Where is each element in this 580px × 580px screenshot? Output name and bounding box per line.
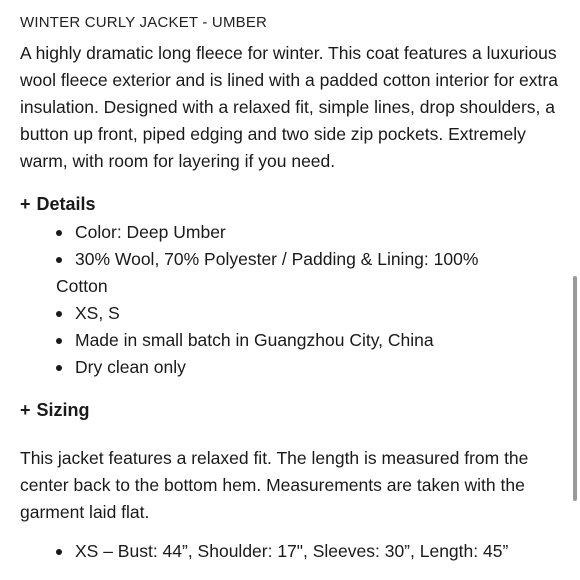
detail-care: Dry clean only	[75, 357, 186, 377]
detail-material: 30% Wool, 70% Polyester / Padding & Lining: 100%	[75, 249, 479, 269]
details-toggle[interactable]	[20, 191, 568, 217]
detail-material-continuation: Cotton	[56, 276, 108, 296]
detail-origin: Made in small batch in Guangzhou City, China	[75, 330, 434, 350]
list-item	[75, 327, 568, 354]
product-title: WINTER CURLY JACKET - UMBER	[20, 14, 268, 31]
size-xs-measurements: XS – Bust: 44”, Shoulder: 17", Sleeves: 30”, Length: 45”	[75, 541, 509, 561]
bullet-icon	[56, 230, 62, 236]
product-content	[20, 12, 568, 565]
list-item	[75, 538, 568, 565]
sizes-list	[20, 538, 568, 565]
list-item	[75, 354, 568, 381]
list-item	[75, 219, 568, 246]
plus-icon: +	[20, 194, 31, 214]
list-item	[56, 246, 568, 300]
bullet-icon	[56, 549, 62, 555]
details-list	[20, 219, 568, 381]
scrollbar-thumb[interactable]	[573, 276, 577, 501]
list-item	[75, 300, 568, 327]
product-description: A highly dramatic long fleece for winter. This coat features a luxurious wool fleece exterior and is lined with a padded cotton interior for extra insulation. Designed with a relaxed fit, simple lines, drop shoulders, a button up front, piped edging and two side zip pockets. Extremely warm, with room for layering if you need.	[20, 43, 558, 171]
details-heading: Details	[36, 194, 96, 214]
sizing-toggle[interactable]	[20, 397, 568, 423]
sizing-heading: Sizing	[36, 400, 90, 420]
bullet-icon	[56, 338, 62, 344]
plus-icon: +	[20, 400, 31, 420]
bullet-icon	[56, 257, 62, 263]
bullet-icon	[56, 311, 62, 317]
bullet-icon	[56, 365, 62, 371]
detail-color: Color: Deep Umber	[75, 222, 226, 242]
detail-sizes: XS, S	[75, 303, 120, 323]
sizing-description: This jacket features a relaxed fit. The length is measured from the center back to the bottom hem. Measurements are taken with the garment laid flat.	[20, 448, 529, 522]
